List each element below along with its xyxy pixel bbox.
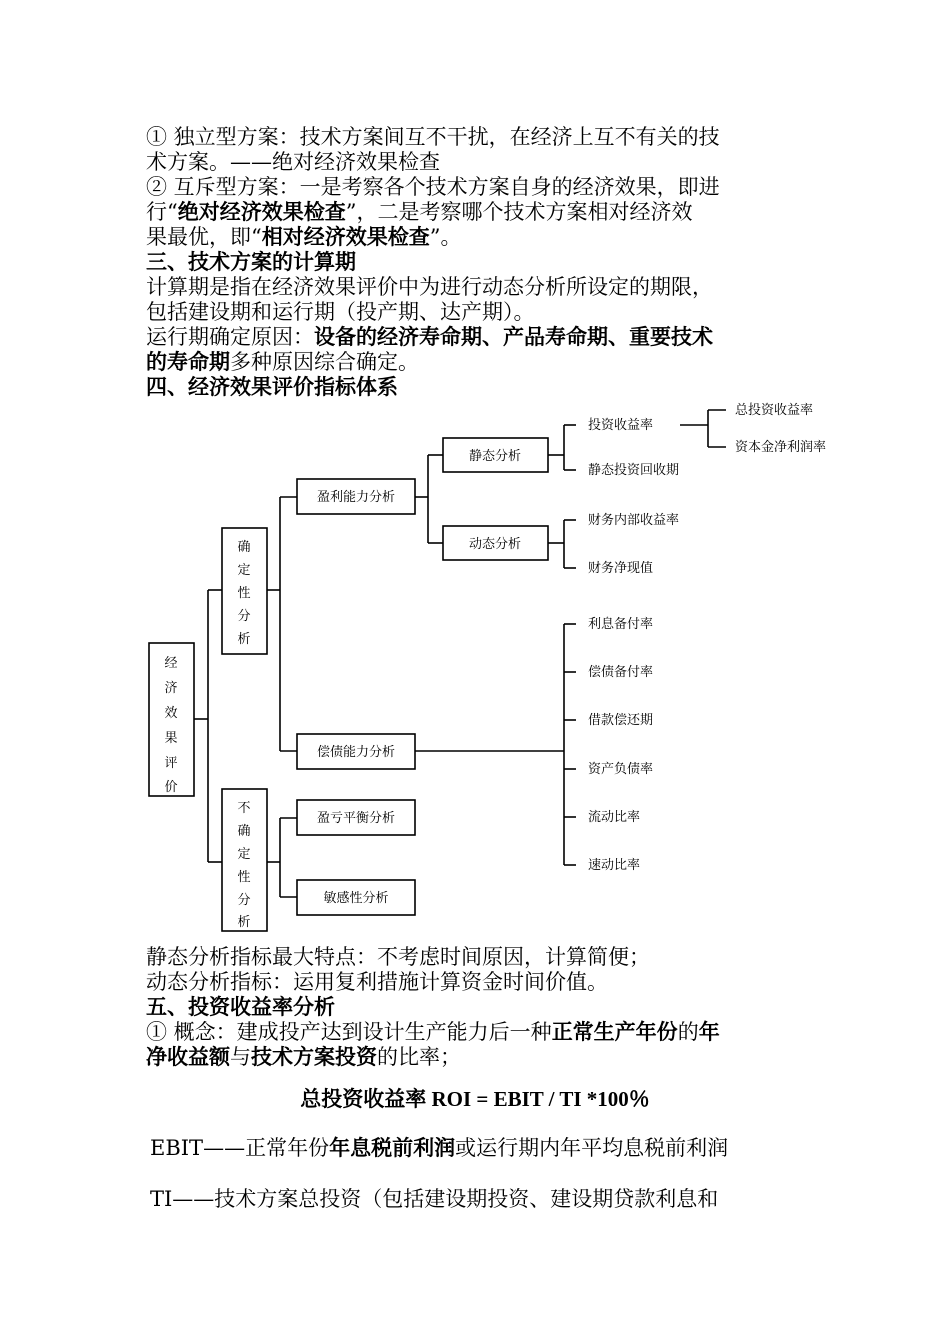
text-span: 多种原因综合确定。 (230, 350, 419, 374)
bold-term: 年息税前利润 (329, 1136, 456, 1160)
text-span: ① 概念：建成投产达到设计生产能力后一种 (146, 1020, 552, 1044)
leaf-solvency-item: 利息备付率 (588, 617, 654, 632)
bold-term: 绝对经济效果检查 (177, 200, 346, 224)
leaf-capital-return: 资本金净利润率 (735, 440, 827, 455)
text-span: 与 (230, 1045, 251, 1069)
text-line (150, 1132, 728, 1162)
text-span: ”，二是考察哪个技术方案相对经济效 (345, 200, 693, 224)
node-static: 静态分析 (468, 449, 522, 464)
text-span: 果最优，即“ (146, 225, 262, 249)
root-char: 评 (164, 756, 178, 771)
text-line (146, 1020, 816, 1045)
node-solvency: 偿债能力分析 (316, 745, 396, 760)
uncertain-char: 确 (237, 824, 251, 839)
root-char: 济 (164, 681, 178, 696)
leaf-solvency-item: 借款偿还期 (588, 713, 654, 728)
text-line: 动态分析指标：运用复利措施计算资金时间价值。 (146, 970, 608, 994)
uncertain-char: 定 (237, 847, 251, 862)
bold-term: 设备的经济寿命期、产品寿命期、重要技术 (314, 325, 713, 349)
text-line: ① 独立型方案：技术方案间互不干扰，在经济上互不有关的技 (146, 125, 720, 149)
section-heading: 五、投资收益率分析 (146, 995, 335, 1019)
uncertain-char: 不 (237, 801, 251, 816)
leaf-solvency-item: 资产负债率 (588, 762, 654, 777)
text-line (146, 200, 816, 225)
text-line (146, 1045, 816, 1070)
text-span: EBIT——正常年份 (150, 1136, 330, 1160)
text-line: 静态分析指标最大特点：不考虑时间原因，计算简便； (146, 945, 650, 969)
text-line (146, 225, 816, 250)
bold-term: 正常生产年份 (551, 1020, 678, 1044)
text-span: 行“ (146, 200, 178, 224)
bold-term: 的寿命期 (146, 350, 230, 374)
bold-term: 年 (698, 1020, 720, 1044)
leaf-npv: 财务净现值 (588, 561, 654, 576)
leaf-total-roi: 总投资收益率 (735, 403, 814, 418)
root-char: 效 (164, 706, 178, 721)
root-char: 价 (164, 780, 178, 795)
certain-char: 定 (237, 563, 251, 578)
text-line: TI——技术方案总投资（包括建设期投资、建设期贷款利息和 (150, 1187, 719, 1211)
node-breakeven: 盈亏平衡分析 (316, 811, 396, 826)
node-dynamic: 动态分析 (468, 537, 522, 552)
text-span: 的 (677, 1020, 699, 1044)
text-line: ② 互斥型方案：一是考察各个技术方案自身的经济效果，即进 (146, 175, 720, 199)
leaf-solvency-item: 流动比率 (588, 810, 641, 825)
text-span: 或运行期内年平均息税前利润 (455, 1136, 729, 1160)
leaf-static-payback: 静态投资回收期 (588, 463, 680, 478)
roi-formula: 总投资收益率 ROI = EBIT / TI *100％ (300, 1087, 650, 1111)
leaf-solvency-item: 速动比率 (588, 858, 641, 873)
certain-char: 性 (237, 586, 251, 601)
certain-char: 确 (237, 540, 251, 555)
text-line: 计算期是指在经济效果评价中为进行动态分析所设定的期限， (146, 275, 713, 299)
uncertain-char: 分 (237, 893, 251, 908)
uncertain-char: 析 (237, 915, 251, 930)
root-char: 果 (164, 731, 178, 746)
text-span: 运行期确定原因： (146, 325, 314, 349)
text-line (146, 350, 816, 375)
certain-char: 析 (237, 632, 251, 647)
text-span: ”。 (429, 225, 462, 249)
certain-char: 分 (237, 609, 251, 624)
bold-term: 净收益额 (146, 1045, 230, 1069)
node-profit: 盈利能力分析 (316, 490, 396, 505)
section-heading: 四、经济效果评价指标体系 (146, 375, 398, 399)
text-line: 包括建设期和运行期（投产期、达产期）。 (146, 300, 535, 324)
leaf-solvency-item: 偿债备付率 (588, 665, 654, 680)
leaf-roi: 投资收益率 (588, 418, 654, 433)
text-line (146, 325, 816, 350)
leaf-irr: 财务内部收益率 (588, 513, 680, 528)
section-heading: 三、技术方案的计算期 (146, 250, 356, 274)
bold-term: 相对经济效果检查 (261, 225, 430, 249)
root-char: 经 (164, 656, 178, 671)
text-line: 术方案。——绝对经济效果检查 (146, 150, 440, 174)
node-sensitivity: 敏感性分析 (323, 891, 389, 906)
bold-term: 技术方案投资 (251, 1045, 377, 1069)
text-span: 的比率； (377, 1045, 461, 1069)
uncertain-char: 性 (237, 870, 251, 885)
